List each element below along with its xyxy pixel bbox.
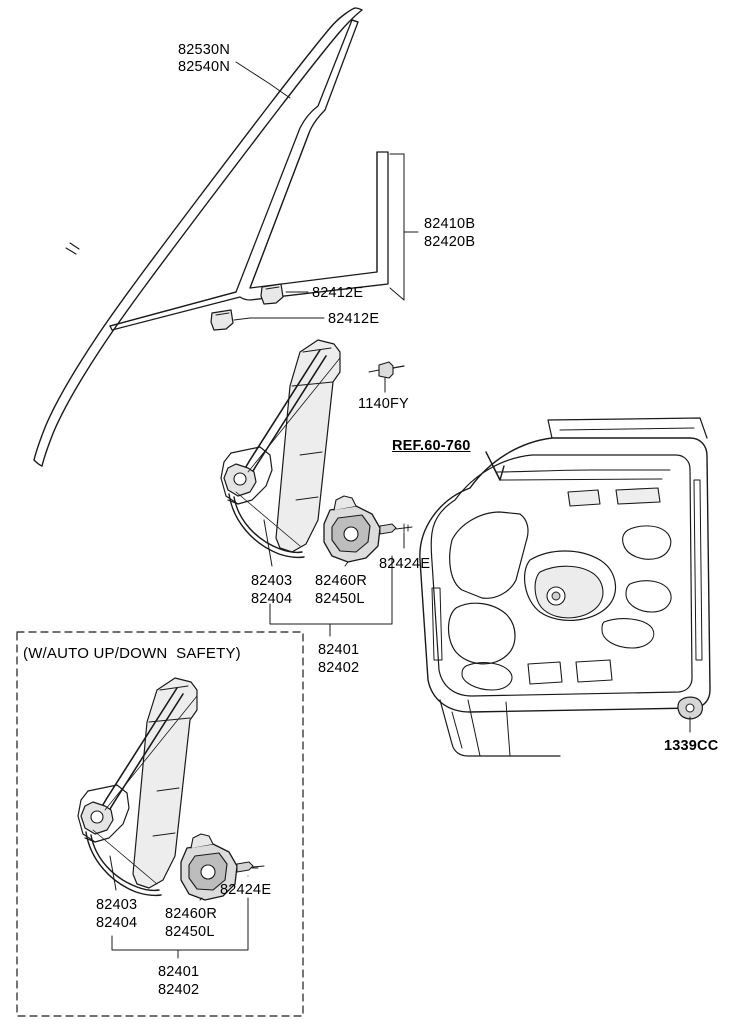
glass-holder-clips [211, 284, 283, 330]
label-82450l-bottom: 82450L [165, 924, 215, 940]
option-box-caption: (W/AUTO UP/DOWN SAFETY) [23, 645, 241, 662]
bolt-1140fy [369, 362, 404, 392]
label-82424e-bottom: 82424E [220, 882, 272, 898]
label-82460r-bottom: 82460R [165, 906, 217, 922]
label-82402-top: 82402 [318, 660, 360, 676]
leader-lines [110, 62, 690, 958]
label-1140fy: 1140FY [358, 396, 409, 412]
door-glass-part [110, 20, 388, 330]
label-82460r-top: 82460R [315, 573, 367, 589]
label-82412e-upper: 82412E [312, 285, 364, 301]
label-82404-top: 82404 [251, 591, 293, 607]
label-82410b: 82410B [424, 216, 476, 232]
label-82540n: 82540N [178, 59, 230, 75]
label-1339cc: 1339CC [664, 738, 719, 754]
label-82450l-top: 82450L [315, 591, 365, 607]
label-82530n: 82530N [178, 42, 230, 58]
label-82402-bottom: 82402 [158, 982, 200, 998]
label-82401-bottom: 82401 [158, 964, 200, 980]
door-panel-assembly [420, 418, 710, 756]
label-82403-top: 82403 [251, 573, 293, 589]
label-82412e-lower: 82412E [328, 311, 380, 327]
label-82401-top: 82401 [318, 642, 360, 658]
label-82420b: 82420B [424, 234, 476, 250]
label-ref-60-760: REF.60-760 [392, 438, 471, 454]
label-82404-bottom: 82404 [96, 915, 138, 931]
label-82403-bottom: 82403 [96, 897, 138, 913]
grommet-1339cc [678, 697, 702, 728]
window-regulator-lower [78, 678, 264, 900]
label-82424e-top: 82424E [379, 556, 431, 572]
